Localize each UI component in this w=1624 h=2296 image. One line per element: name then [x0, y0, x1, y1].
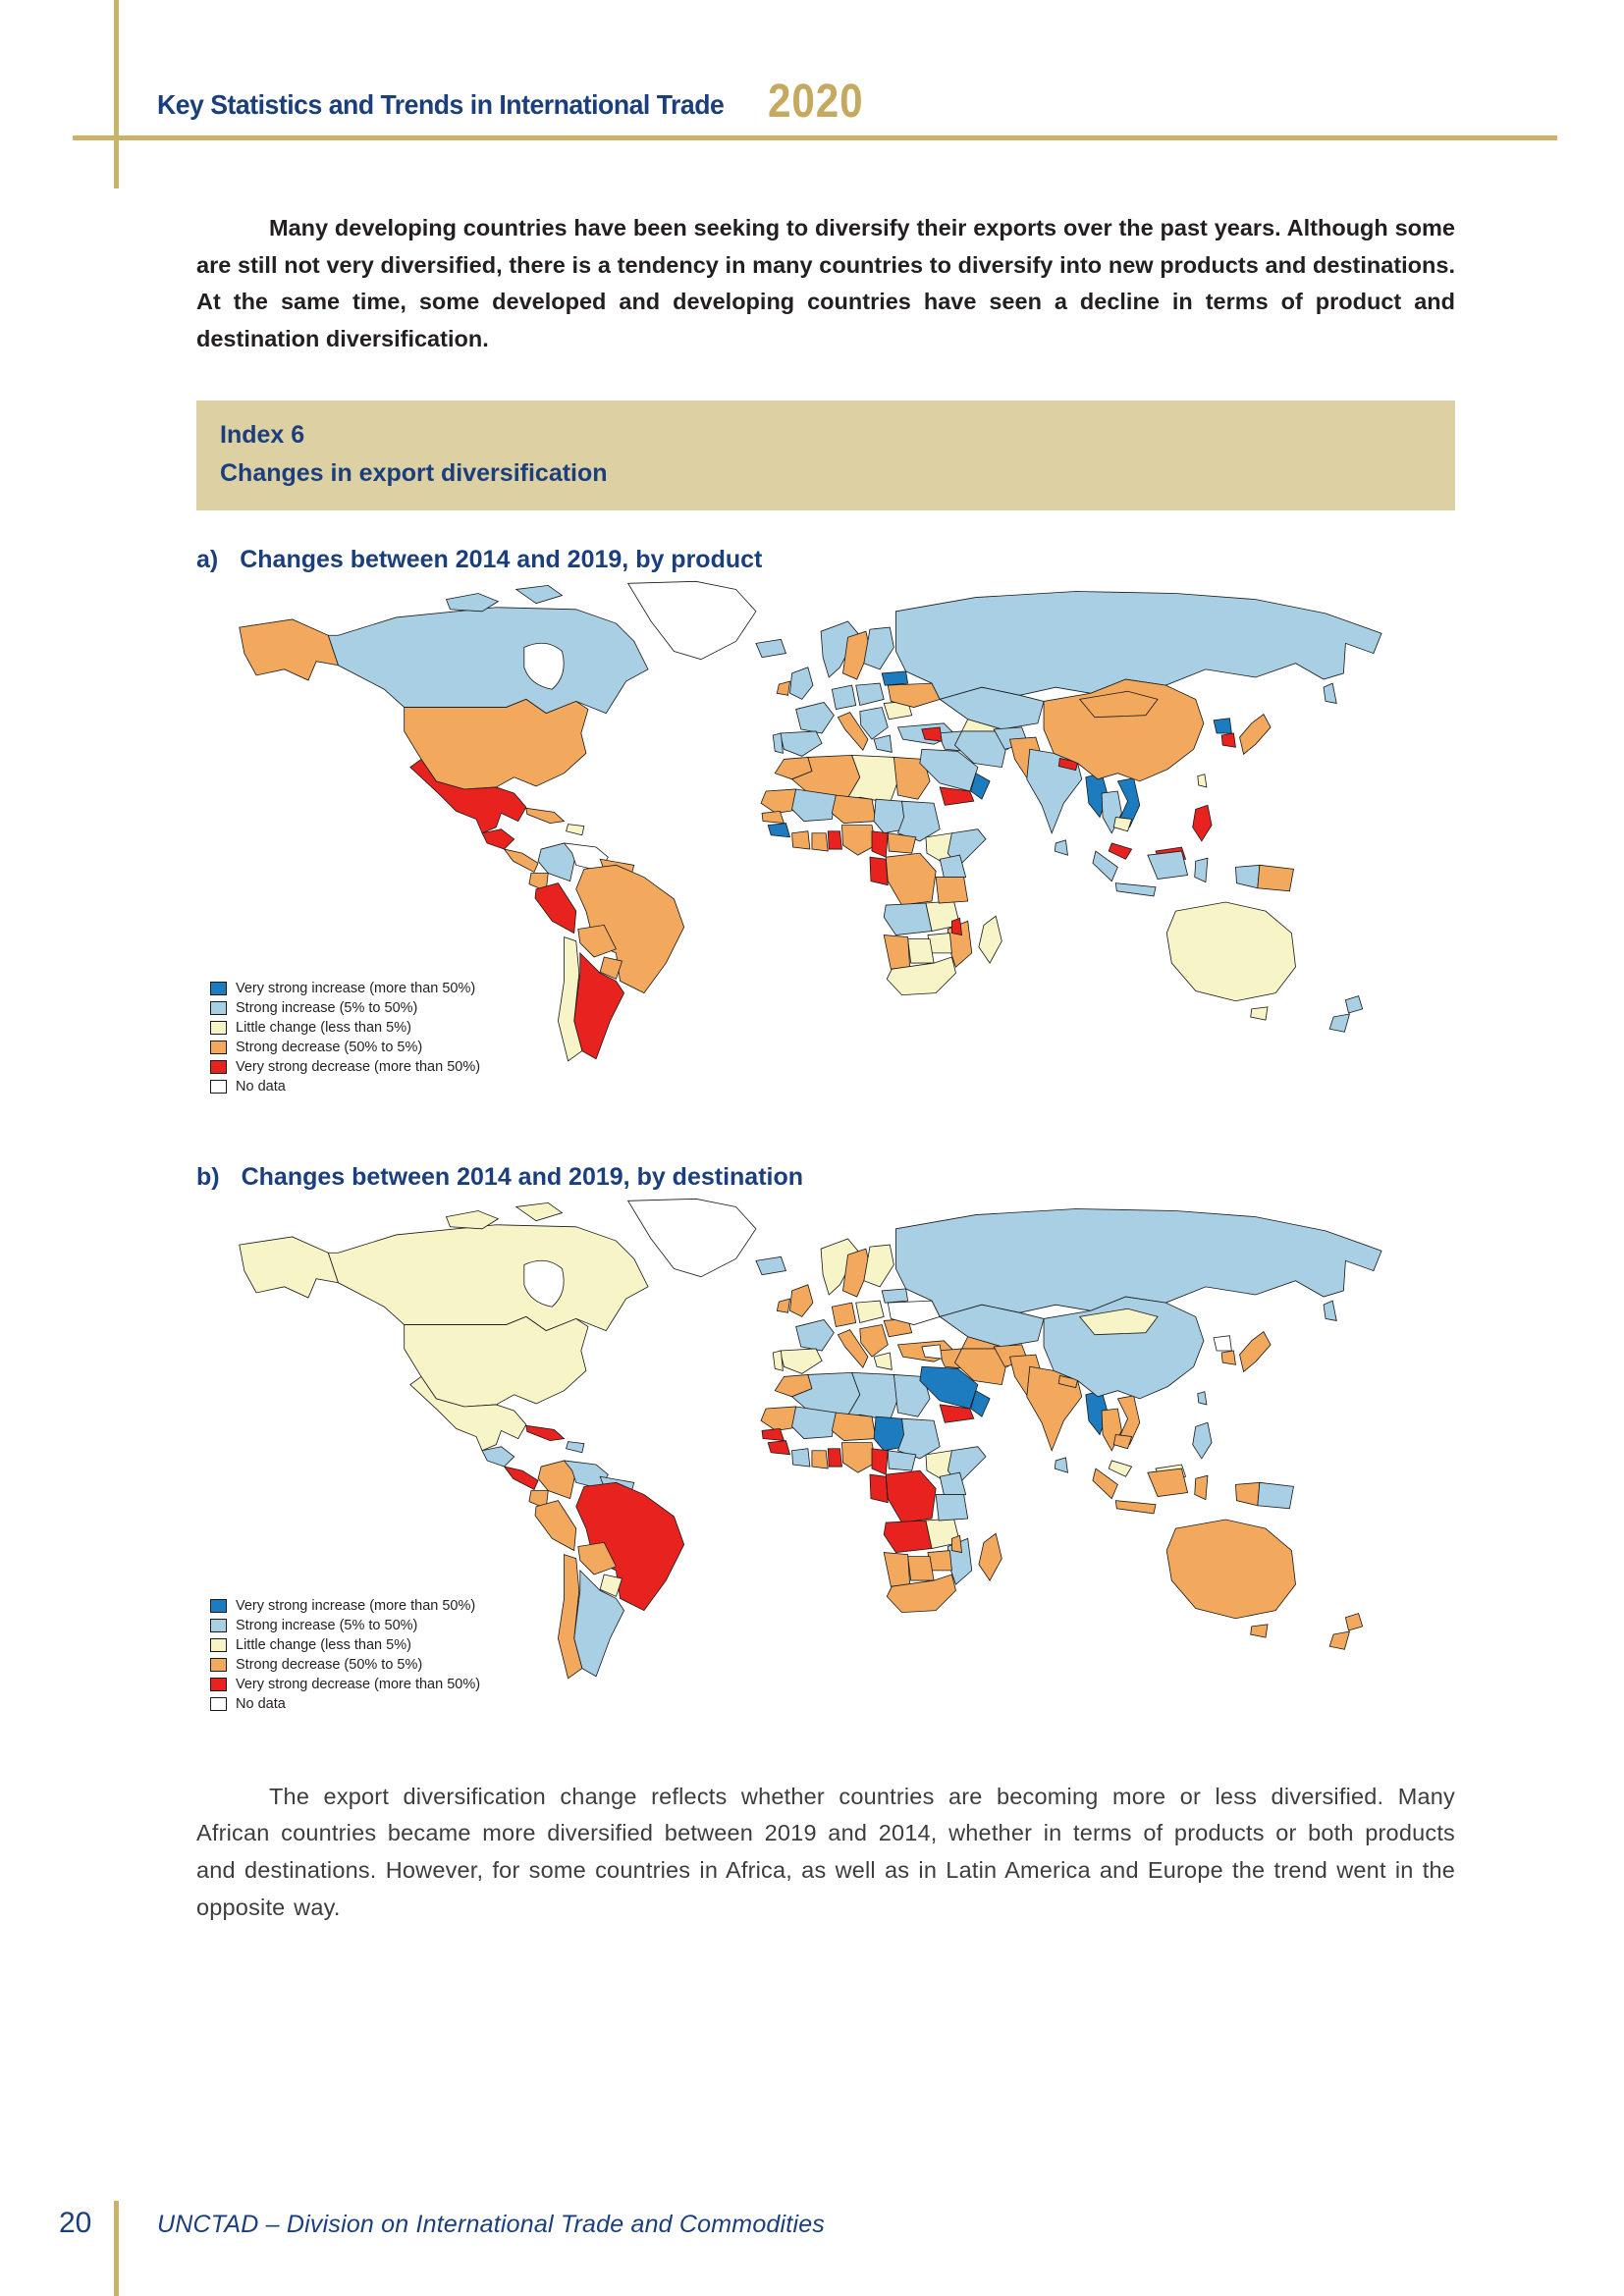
legend-item-si: [210, 999, 480, 1018]
country-ivory_coast: [792, 1449, 810, 1467]
country-canada: [328, 1225, 648, 1331]
legend-item-lc: [210, 1636, 480, 1655]
country-cuba: [526, 1425, 565, 1440]
legend-swatch-si: [210, 1001, 227, 1015]
legend-item-sd: [210, 1039, 480, 1057]
map-a-legend: [210, 980, 480, 1096]
section-b-title: Changes between 2014 and 2019, by destination: [241, 1162, 804, 1191]
section-b-heading: [196, 1163, 1455, 1192]
country-namibia: [884, 934, 909, 969]
country-namibia: [884, 1552, 909, 1586]
section-a-label: a): [196, 545, 219, 573]
country-ireland: [777, 681, 789, 695]
country-new_zealand: [1329, 1014, 1349, 1032]
country-botswana: [908, 1557, 934, 1580]
country-tanzania: [936, 877, 968, 902]
legend-label-si: Strong increase (5% to 50%): [236, 1000, 418, 1017]
country-cambodia: [1113, 817, 1131, 830]
country-north_korea: [1214, 719, 1231, 733]
gold-vertical-rule-top: [114, 0, 119, 188]
country-car: [888, 1451, 915, 1470]
outro-paragraph: The export diversification change reflects whether countries are becoming more or less diversified. Many African countries became more diversified between 2019 and 2014, whether in terms of products or both products and destinations. However, for some countries in Africa, as well as in Latin America and Europe the trend went in the opposite way.: [196, 1783, 1455, 1920]
country-poland: [856, 683, 884, 705]
country-belarus: [882, 671, 907, 685]
country-canada: [328, 608, 648, 714]
country-cameroon: [872, 831, 888, 857]
country-car: [888, 833, 915, 853]
map-by-product: [196, 580, 1435, 1112]
country-japan: [1240, 1332, 1272, 1372]
country-philippines: [1193, 805, 1212, 841]
country-cambodia: [1113, 1434, 1131, 1448]
country-spain: [780, 731, 822, 756]
country-malaysia: [1109, 1461, 1131, 1476]
gold-horizontal-rule: [73, 135, 1557, 140]
country-portugal: [773, 1351, 783, 1370]
country-greece: [874, 1353, 892, 1369]
country-cameroon: [872, 1449, 888, 1474]
legend-swatch-nd: [210, 1080, 227, 1094]
country-madagascar: [979, 1533, 1001, 1580]
country-indonesia: [1195, 858, 1208, 881]
page-content: [196, 210, 1455, 1926]
country-canada: [516, 585, 563, 603]
legend-swatch-lc: [210, 1021, 227, 1035]
legend-item-vsd: [210, 1676, 480, 1694]
country-taiwan: [1198, 774, 1207, 787]
country-botswana: [908, 939, 934, 963]
country-uk: [790, 1285, 813, 1317]
country-uk: [790, 667, 813, 700]
legend-item-nd: [210, 1078, 480, 1096]
country-hispaniola: [567, 824, 584, 834]
country-senegal: [762, 1428, 784, 1440]
legend-item-vsi: [210, 980, 480, 998]
map-by-destination: [196, 1198, 1435, 1730]
country-ireland: [777, 1299, 789, 1312]
country-sri_lanka: [1055, 840, 1067, 855]
country-syria: [922, 1345, 942, 1359]
country-cuba: [526, 808, 565, 823]
country-malawi: [951, 1535, 961, 1552]
country-finland: [864, 1245, 894, 1287]
country-indonesia: [1093, 851, 1117, 881]
country-germany: [832, 685, 855, 709]
country-south_korea: [1221, 733, 1235, 747]
country-belarus: [882, 1289, 907, 1303]
country-hispaniola: [567, 1441, 584, 1452]
section-b-label: b): [196, 1162, 220, 1191]
legend-label-nd: No data: [236, 1079, 286, 1095]
country-france: [796, 1319, 835, 1351]
country-costa_rica_panama: [504, 1467, 538, 1489]
country-indonesia: [1115, 1501, 1156, 1514]
country-iceland: [756, 1256, 786, 1274]
country-philippines: [1193, 1422, 1212, 1459]
country-germany: [832, 1303, 855, 1326]
country-mali: [792, 789, 837, 822]
section-a-title: Changes between 2014 and 2019, by product: [240, 545, 763, 573]
country-spain: [780, 1349, 822, 1373]
country-alaska: [240, 1237, 339, 1298]
page-header: [157, 76, 877, 128]
country-iceland: [756, 639, 786, 657]
legend-label-vsd: Very strong decrease (more than 50%): [236, 1677, 481, 1693]
intro-paragraph: Many developing countries have been seeking to diversify their exports over the past years. Although some are still not very diversified, there is a tendency in many countries to diversify into new products and destinations. At the same time, some developed and developing countries have seen a decline in terms of product and destination diversification.: [196, 215, 1455, 351]
country-ghana: [812, 1451, 828, 1468]
country-png: [1258, 1482, 1294, 1508]
country-north_korea: [1214, 1336, 1231, 1351]
country-taiwan: [1198, 1392, 1207, 1405]
country-new_zealand: [1329, 1631, 1349, 1649]
country-indonesia: [1235, 865, 1259, 887]
legend-label-nd: No data: [236, 1696, 286, 1713]
country-malaysia: [1109, 843, 1131, 859]
country-togo_benin: [828, 831, 841, 849]
index-box-label: Index 6: [220, 421, 305, 450]
country-congo_gabon: [870, 1474, 888, 1502]
country-indonesia: [1195, 1475, 1208, 1499]
country-ivory_coast: [792, 831, 810, 849]
index-box-title: Changes in export diversification: [220, 459, 608, 488]
country-france: [796, 702, 835, 733]
country-sri_lanka: [1055, 1458, 1067, 1472]
country-russia: [1324, 1301, 1336, 1320]
country-south_korea: [1221, 1351, 1235, 1364]
country-angola: [884, 1521, 932, 1553]
legend-label-vsd: Very strong decrease (more than 50%): [236, 1059, 481, 1076]
legend-item-sd: [210, 1656, 480, 1675]
legend-label-vsi: Very strong increase (more than 50%): [236, 1598, 476, 1615]
legend-item-lc: [210, 1019, 480, 1038]
country-guinea: [768, 1440, 789, 1454]
country-indonesia: [1148, 1468, 1188, 1496]
country-greece: [874, 735, 892, 752]
legend-swatch-lc: [210, 1638, 227, 1652]
country-syria: [922, 727, 942, 741]
footer-text: UNCTAD – Division on International Trade and Commodities: [157, 2211, 825, 2238]
country-australia: [1251, 1625, 1268, 1637]
legend-swatch-sd: [210, 1041, 227, 1054]
country-alaska: [240, 619, 339, 680]
country-new_zealand: [1345, 996, 1362, 1013]
legend-label-sd: Strong decrease (50% to 5%): [236, 1040, 423, 1056]
legend-label-sd: Strong decrease (50% to 5%): [236, 1657, 423, 1674]
country-australia: [1251, 1007, 1268, 1020]
country-peru: [535, 883, 576, 934]
country-niger: [832, 1413, 876, 1440]
country-australia: [1166, 1520, 1295, 1619]
country-niger: [832, 795, 876, 823]
country-canada: [516, 1202, 563, 1220]
legend-swatch-vsi: [210, 1599, 227, 1613]
country-poland: [856, 1301, 884, 1322]
section-a-heading: [196, 546, 1455, 574]
legend-swatch-nd: [210, 1697, 227, 1711]
country-senegal: [762, 811, 784, 823]
country-malawi: [951, 918, 961, 934]
legend-item-vsi: [210, 1597, 480, 1616]
legend-swatch-vsd: [210, 1678, 227, 1691]
country-congo_gabon: [870, 857, 888, 884]
country-portugal: [773, 733, 783, 753]
country-indonesia: [1115, 883, 1156, 896]
country-guatemala: [482, 1447, 514, 1467]
legend-item-vsd: [210, 1058, 480, 1077]
legend-swatch-vsd: [210, 1060, 227, 1074]
map-b-legend: [210, 1597, 480, 1714]
country-indonesia: [1235, 1482, 1259, 1505]
legend-label-lc: Little change (less than 5%): [236, 1020, 411, 1037]
country-japan: [1240, 715, 1272, 755]
country-new_zealand: [1345, 1614, 1362, 1630]
country-finland: [864, 627, 894, 669]
index-box: [196, 400, 1455, 510]
country-indonesia: [1148, 851, 1188, 879]
country-indonesia: [1093, 1468, 1117, 1499]
legend-item-si: [210, 1617, 480, 1635]
country-tanzania: [936, 1494, 968, 1520]
legend-label-si: Strong increase (5% to 50%): [236, 1618, 418, 1634]
report-year: 2020: [767, 76, 864, 128]
legend-label-vsi: Very strong increase (more than 50%): [236, 981, 476, 997]
legend-swatch-vsi: [210, 982, 227, 995]
country-costa_rica_panama: [504, 849, 538, 872]
page-number: 20: [59, 2207, 92, 2239]
legend-swatch-sd: [210, 1658, 227, 1672]
country-australia: [1166, 902, 1295, 1001]
country-ghana: [812, 833, 828, 851]
country-greenland: [628, 1199, 756, 1276]
country-guinea: [768, 823, 789, 836]
country-mali: [792, 1407, 837, 1439]
country-nigeria: [841, 826, 876, 856]
country-peru: [535, 1501, 576, 1551]
country-angola: [884, 903, 932, 935]
country-russia: [1324, 683, 1336, 703]
country-guatemala: [482, 829, 514, 849]
country-nigeria: [841, 1443, 876, 1473]
legend-item-nd: [210, 1695, 480, 1714]
country-togo_benin: [828, 1449, 841, 1467]
country-drc: [886, 1470, 936, 1522]
legend-swatch-si: [210, 1619, 227, 1632]
country-png: [1258, 865, 1294, 890]
country-drc: [886, 853, 936, 905]
gold-vertical-rule-bottom: [114, 2201, 119, 2296]
legend-label-lc: Little change (less than 5%): [236, 1637, 411, 1654]
report-title: Key Statistics and Trends in International Trade: [157, 89, 725, 121]
country-madagascar: [979, 916, 1001, 963]
country-greenland: [628, 581, 756, 659]
